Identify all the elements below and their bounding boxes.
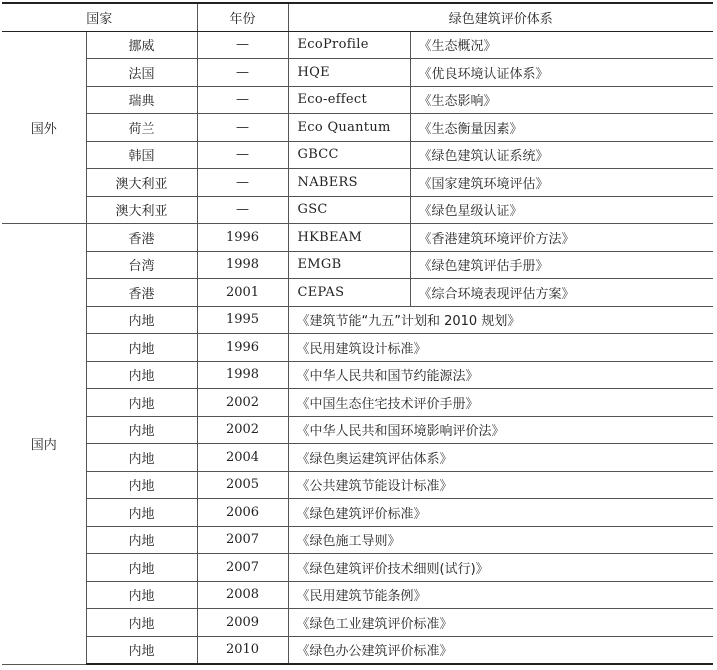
- table-row: [2, 31, 713, 59]
- country-cell: 挪威: [86, 31, 197, 59]
- system-title-cell: 《公共建筑节能设计标准》: [288, 471, 713, 499]
- system-title-cell: 《中华人民共和国环境影响评价法》: [288, 416, 713, 444]
- system-name-cell: HKBEAM: [288, 224, 410, 252]
- table-row: [2, 334, 713, 362]
- system-title-cell: 《绿色建筑评价标准》: [288, 499, 713, 527]
- system-name-cell: Eco Quantum: [288, 114, 410, 142]
- system-title-cell: 《绿色建筑认证系统》: [410, 141, 713, 169]
- country-cell: 内地: [86, 444, 197, 472]
- system-title-cell: 《民用建筑节能条例》: [288, 581, 713, 609]
- country-cell: 澳大利亚: [86, 196, 197, 224]
- region-label: 国内: [2, 224, 86, 665]
- country-cell: 台湾: [86, 251, 197, 279]
- year-cell: 2005: [197, 471, 288, 499]
- table-row: [2, 251, 713, 279]
- header-country: 国家: [2, 3, 197, 31]
- year-cell: 2007: [197, 554, 288, 582]
- year-cell: —: [197, 86, 288, 114]
- table-row: [2, 86, 713, 114]
- country-cell: 内地: [86, 471, 197, 499]
- table-row: [2, 444, 713, 472]
- table-row: [2, 114, 713, 142]
- system-title-cell: 《国家建筑环境评估》: [410, 169, 713, 197]
- year-cell: —: [197, 59, 288, 87]
- country-cell: 荷兰: [86, 114, 197, 142]
- country-cell: 香港: [86, 224, 197, 252]
- system-title-cell: 《建筑节能“九五”计划和 2010 规划》: [288, 306, 713, 334]
- table-row: [2, 416, 713, 444]
- system-name-cell: GSC: [288, 196, 410, 224]
- year-cell: 2002: [197, 416, 288, 444]
- country-cell: 内地: [86, 636, 197, 664]
- year-cell: 2009: [197, 609, 288, 637]
- table-row: [2, 141, 713, 169]
- system-title-cell: 《绿色工业建筑评价标准》: [288, 609, 713, 637]
- year-cell: 2008: [197, 581, 288, 609]
- year-cell: —: [197, 31, 288, 59]
- year-cell: 1996: [197, 334, 288, 362]
- country-cell: 内地: [86, 581, 197, 609]
- system-title-cell: 《绿色奥运建筑评估体系》: [288, 444, 713, 472]
- system-title-cell: 《生态影响》: [410, 86, 713, 114]
- table-row: [2, 526, 713, 554]
- table-row: [2, 609, 713, 637]
- table-header-row: [2, 3, 713, 31]
- system-name-cell: GBCC: [288, 141, 410, 169]
- country-cell: 香港: [86, 279, 197, 307]
- country-cell: 瑞典: [86, 86, 197, 114]
- table-body: [2, 31, 713, 664]
- country-cell: 法国: [86, 59, 197, 87]
- system-name-cell: Eco-effect: [288, 86, 410, 114]
- header-year: 年份: [197, 3, 288, 31]
- year-cell: 2007: [197, 526, 288, 554]
- system-title-cell: 《综合环境表现评估方案》: [410, 279, 713, 307]
- table-row: [2, 279, 713, 307]
- year-cell: —: [197, 141, 288, 169]
- table-row: [2, 169, 713, 197]
- system-title-cell: 《绿色施工导则》: [288, 526, 713, 554]
- year-cell: 1995: [197, 306, 288, 334]
- table-row: [2, 306, 713, 334]
- year-cell: 2010: [197, 636, 288, 664]
- country-cell: 韩国: [86, 141, 197, 169]
- system-name-cell: HQE: [288, 59, 410, 87]
- country-cell: 内地: [86, 554, 197, 582]
- country-cell: 内地: [86, 526, 197, 554]
- system-title-cell: 《绿色建筑评价技术细则(试行)》: [288, 554, 713, 582]
- system-title-cell: 《绿色办公建筑评价标准》: [288, 636, 713, 664]
- system-title-cell: 《绿色建筑评估手册》: [410, 251, 713, 279]
- year-cell: 2006: [197, 499, 288, 527]
- table-row: [2, 224, 713, 252]
- country-cell: 内地: [86, 306, 197, 334]
- system-title-cell: 《中华人民共和国节约能源法》: [288, 361, 713, 389]
- year-cell: 2004: [197, 444, 288, 472]
- green-building-table: [2, 2, 713, 665]
- system-title-cell: 《生态衡量因素》: [410, 114, 713, 142]
- year-cell: 1998: [197, 361, 288, 389]
- table-row: [2, 554, 713, 582]
- system-name-cell: CEPAS: [288, 279, 410, 307]
- year-cell: 1996: [197, 224, 288, 252]
- table-row: [2, 499, 713, 527]
- table-row: [2, 59, 713, 87]
- country-cell: 内地: [86, 334, 197, 362]
- system-title-cell: 《绿色星级认证》: [410, 196, 713, 224]
- country-cell: 内地: [86, 416, 197, 444]
- country-cell: 内地: [86, 499, 197, 527]
- year-cell: 1998: [197, 251, 288, 279]
- country-cell: 内地: [86, 361, 197, 389]
- system-title-cell: 《民用建筑设计标准》: [288, 334, 713, 362]
- table-row: [2, 196, 713, 224]
- system-title-cell: 《香港建筑环境评价方法》: [410, 224, 713, 252]
- year-cell: 2002: [197, 389, 288, 417]
- table-row: [2, 636, 713, 664]
- system-name-cell: EcoProfile: [288, 31, 410, 59]
- table-row: [2, 581, 713, 609]
- system-title-cell: 《生态概况》: [410, 31, 713, 59]
- year-cell: 2001: [197, 279, 288, 307]
- country-cell: 澳大利亚: [86, 169, 197, 197]
- system-name-cell: EMGB: [288, 251, 410, 279]
- table-row: [2, 389, 713, 417]
- header-system: 绿色建筑评价体系: [288, 3, 713, 31]
- country-cell: 内地: [86, 609, 197, 637]
- system-name-cell: NABERS: [288, 169, 410, 197]
- year-cell: —: [197, 114, 288, 142]
- year-cell: —: [197, 196, 288, 224]
- region-label: 国外: [2, 31, 86, 224]
- table-row: [2, 361, 713, 389]
- system-title-cell: 《中国生态住宅技术评价手册》: [288, 389, 713, 417]
- country-cell: 内地: [86, 389, 197, 417]
- system-title-cell: 《优良环境认证体系》: [410, 59, 713, 87]
- table-row: [2, 471, 713, 499]
- year-cell: —: [197, 169, 288, 197]
